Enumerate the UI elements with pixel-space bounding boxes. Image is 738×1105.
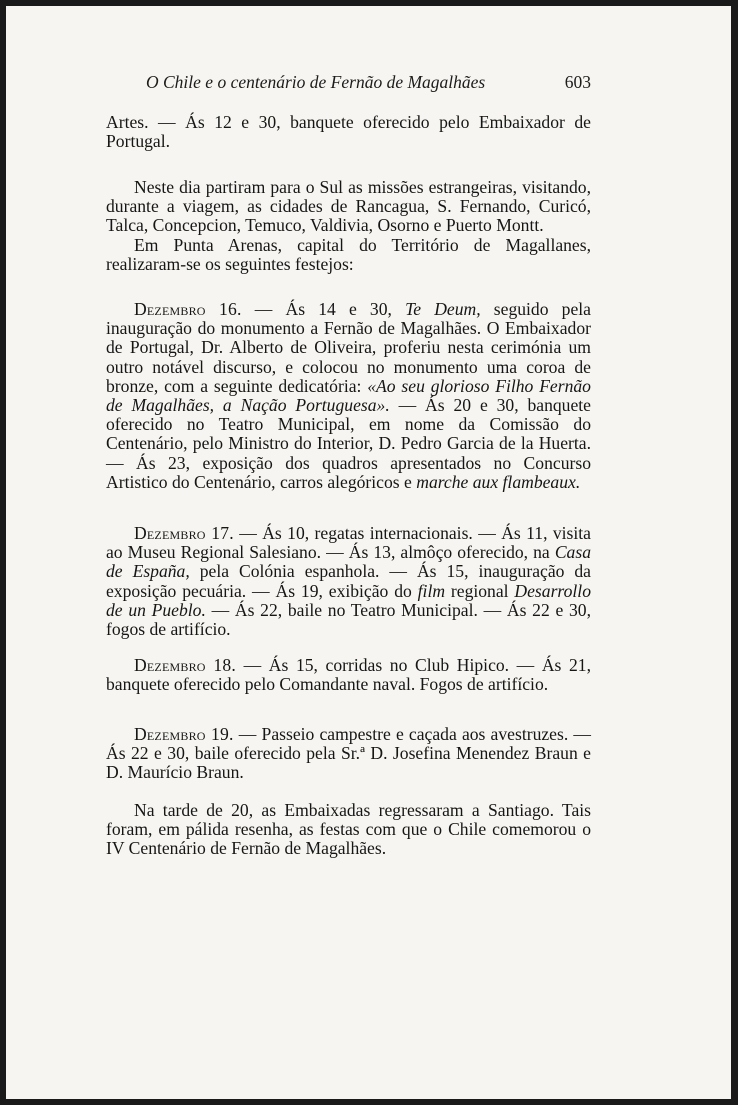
date-label: Dezembro 18. bbox=[134, 655, 237, 675]
date-label: Dezembro 19. bbox=[134, 724, 234, 744]
date-label: Dezembro 16. bbox=[134, 299, 242, 319]
paragraph-closing bbox=[106, 801, 591, 859]
paragraph-dezembro-16 bbox=[106, 300, 591, 492]
running-title: O Chile e o centenário de Fernão de Magalhães bbox=[146, 72, 486, 92]
paragraph-missions bbox=[106, 178, 591, 274]
paragraph-text: Dezembro 17. — Ás 10, regatas internacionais. — Ás 11, visita ao Museu Regional Salesiano. — Ás 13, almôço oferecido, na Casa de España, pela Colónia espanhola. — Ás 15, inauguração da exposição pecuária. — Ás 19, exibição do film regional Desarrollo de un Pueblo. — Ás 22, baile no Teatro Municipal. — Ás 22 e 30, fogos de artifício. bbox=[106, 523, 592, 640]
paragraph-text: Dezembro 19. — Passeio campestre e caçada aos avestruzes. — Ás 22 e 30, baile oferecido pela Sr.ª D. Josefina Menendez Braun e D. Maurício Braun. bbox=[106, 724, 591, 783]
paragraph-text: Na tarde de 20, as Embaixadas regressaram a Santiago. Tais foram, em pálida resenha, as festas com que o Chile comemorou o IV Centenário de Fernão de Magalhães. bbox=[106, 800, 591, 859]
paragraph-text: Em Punta Arenas, capital do Território de Magallanes, realizaram-se os seguintes festejos: bbox=[106, 234, 591, 274]
paragraph-text: Artes. — Ás 12 e 30, banquete oferecido pelo Embaixador de Portugal. bbox=[106, 112, 591, 152]
date-label: Dezembro 17. bbox=[134, 523, 234, 543]
book-page bbox=[6, 6, 731, 1099]
paragraph-artes bbox=[106, 113, 591, 151]
paragraph-dezembro-18 bbox=[106, 656, 591, 694]
page-number: 603 bbox=[564, 72, 591, 92]
paragraph-text: Dezembro 16. — Ás 14 e 30, Te Deum, seguido pela inauguração do monumento a Fernão de Magalhães. O Embaixador de Portugal, Dr. Alberto de Oliveira, proferiu nesta cerimónia um outro notável discurso, e colocou no monumento uma coroa de bronze, com a seguinte dedicatória: «Ao seu glorioso Filho Fernão de Magalhães, a Nação Portuguesa». — Ás 20 e 30, banquete oferecido no Teatro Municipal, em nome da Comissão do Centenário, pelo Ministro do Interior, D. Pedro Garcia de la Huerta. — Ás 23, exposição dos quadros apresentados no Concurso Artistico do Centenário, carros alegóricos e marche aux flambeaux. bbox=[106, 299, 591, 492]
paragraph-dezembro-17 bbox=[106, 524, 591, 639]
paragraph-text: Dezembro 18. — Ás 15, corridas no Club Hipico. — Ás 21, banquete oferecido pelo Comandante naval. Fogos de artifício. bbox=[106, 655, 591, 695]
paragraph-text: Neste dia partiram para o Sul as missões estrangeiras, visitando, durante a viagem, as cidades de Rancagua, S. Fernando, Curicó, Talca, Concepcion, Temuco, Valdivia, Osorno e Puerto Montt. bbox=[106, 177, 591, 236]
paragraph-dezembro-19 bbox=[106, 725, 591, 783]
